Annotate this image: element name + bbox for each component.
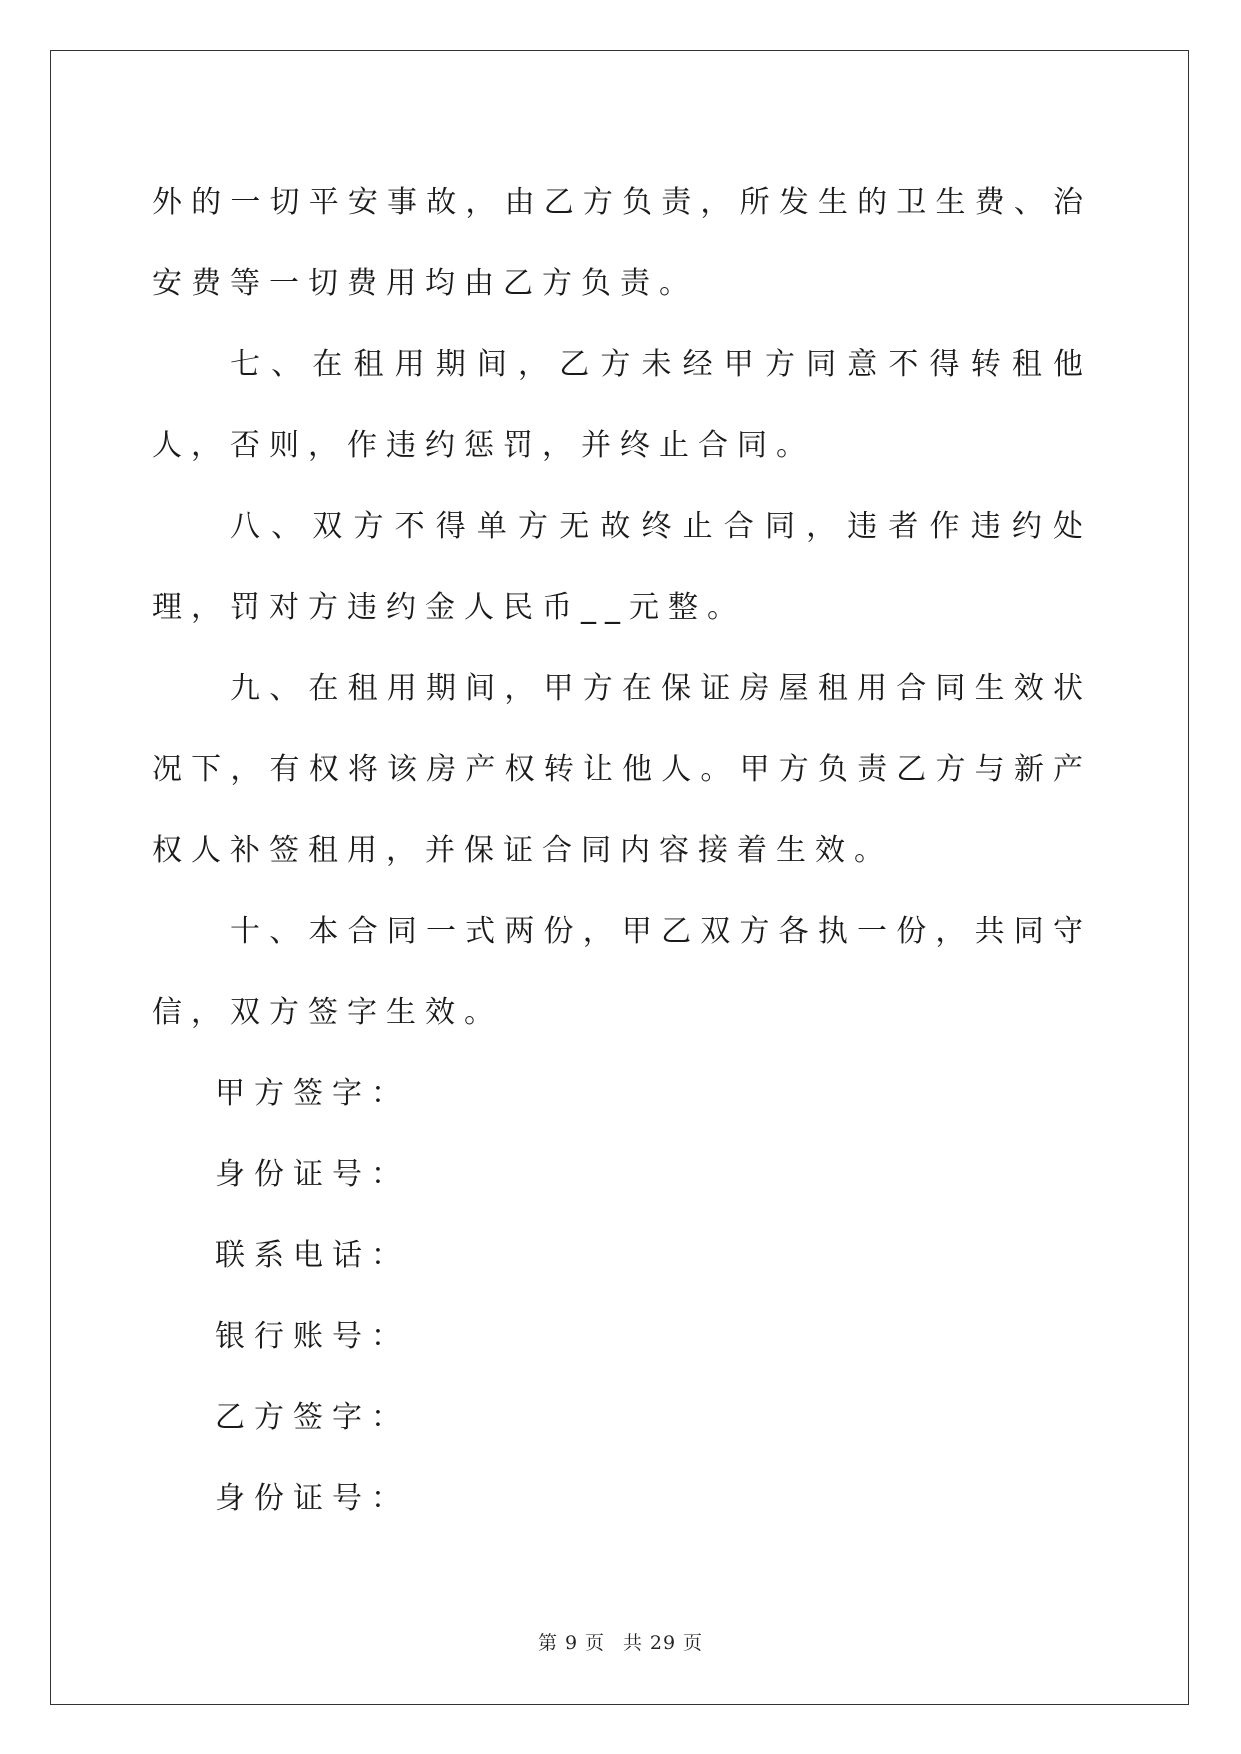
party-a-signature-label: 甲方签字： (215, 1076, 410, 1111)
party-a-bank-label: 银行账号： (215, 1319, 410, 1354)
paragraph-continuation: 外的一切平安事故，由乙方负责，所发生的卫生费、治安费等一切费用均由乙方负责。 (152, 185, 1092, 301)
party-a-phone-label: 联系电话： (215, 1238, 410, 1273)
party-b-signature-label: 乙方签字： (215, 1400, 410, 1435)
clause-10: 十、本合同一式两份，甲乙双方各执一份，共同守信，双方签字生效。 (152, 914, 1092, 1030)
clause-9: 九、在租用期间，甲方在保证房屋租用合同生效状况下，有权将该房产权转让他人。甲方负责乙方与新产权人补签租用，并保证合同内容接着生效。 (152, 671, 1092, 868)
document-body (152, 162, 1092, 1539)
party-b-id-label: 身份证号： (215, 1481, 410, 1516)
page-total: 共 29 页 (622, 1632, 703, 1654)
page-footer (0, 1628, 1241, 1655)
party-a-id-label: 身份证号： (215, 1157, 410, 1192)
page-number: 第 9 页 (538, 1632, 605, 1654)
clause-7: 七、在租用期间，乙方未经甲方同意不得转租他人，否则，作违约惩罚，并终止合同。 (152, 347, 1092, 463)
clause-8: 八、双方不得单方无故终止合同，违者作违约处理，罚对方违约金人民币__元整。 (152, 509, 1092, 625)
